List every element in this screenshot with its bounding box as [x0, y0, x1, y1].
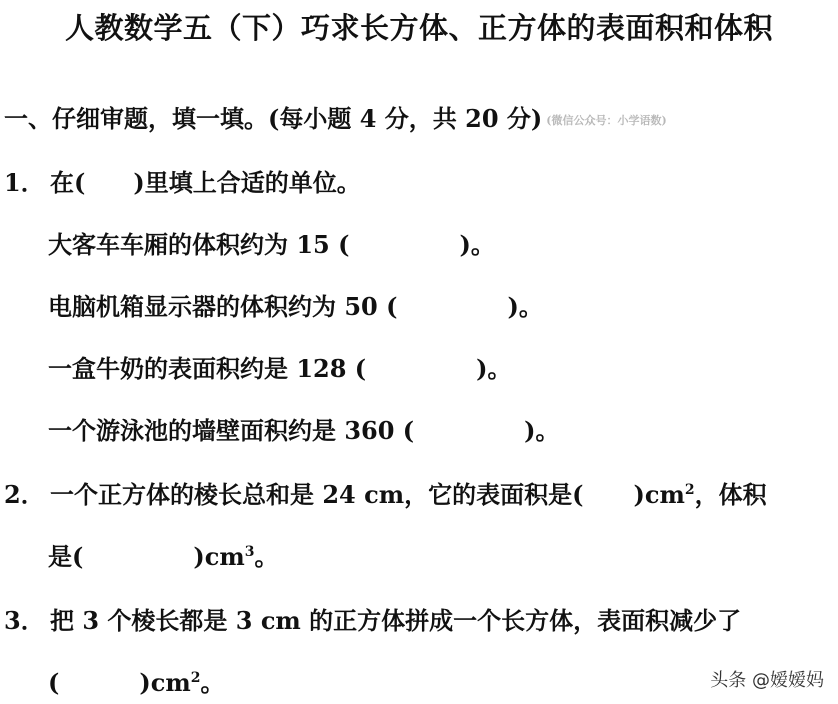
question-1-item: [48, 292, 543, 322]
page-title: 人教数学五（下）巧求长方体、正方体的表面积和体积: [64, 11, 773, 45]
item-text: )。: [459, 230, 495, 259]
question-2-line-1: [4, 480, 767, 510]
question-text: ，体积: [694, 480, 767, 509]
item-text: 电脑机箱显示器的体积约为 50 (: [48, 292, 398, 321]
question-text: 在(: [50, 168, 86, 197]
watermark: 头条 @嫒嫒妈: [710, 670, 824, 691]
item-text: )。: [507, 292, 543, 321]
question-3-line-2: [48, 668, 224, 698]
section-heading: [4, 104, 667, 136]
item-text: 一个游泳池的墙壁面积约是 360 (: [48, 416, 415, 445]
question-number: 2．: [4, 480, 45, 509]
question-1-item: [48, 230, 495, 260]
item-text: 大客车车厢的体积约为 15 (: [48, 230, 350, 259]
exponent: 2: [190, 670, 201, 686]
question-text: 是(: [48, 542, 84, 571]
question-text: 。: [254, 542, 279, 571]
question-1-item: [48, 354, 512, 384]
question-text: 一个正方体的棱长总和是 24 cm，它的表面积是(: [50, 480, 584, 509]
question-2-line-2: [48, 542, 278, 572]
question-1-stem: [4, 168, 361, 198]
question-text: (: [48, 668, 60, 697]
source-note: (微信公众号：小学语数): [546, 113, 667, 127]
section-heading-text: 一、仔细审题，填一填。(每小题 4 分，共 20 分): [4, 104, 543, 133]
question-text: 把 3 个棱长都是 3 cm 的正方体拼成一个长方体，表面积减少了: [50, 606, 742, 635]
question-number: 3．: [4, 606, 45, 635]
item-text: )。: [524, 416, 560, 445]
question-text: )cm: [193, 542, 245, 571]
exponent: 3: [244, 544, 255, 560]
question-1-item: [48, 416, 560, 446]
item-text: 一盒牛奶的表面积约是 128 (: [48, 354, 367, 383]
question-text: )cm: [139, 668, 191, 697]
item-text: )。: [476, 354, 512, 383]
question-3-line-1: [4, 606, 741, 636]
question-number: 1．: [4, 168, 45, 197]
question-text: )里填上合适的单位。: [133, 168, 361, 197]
exponent: 2: [684, 482, 695, 498]
question-text: 。: [200, 668, 225, 697]
question-text: )cm: [633, 480, 685, 509]
